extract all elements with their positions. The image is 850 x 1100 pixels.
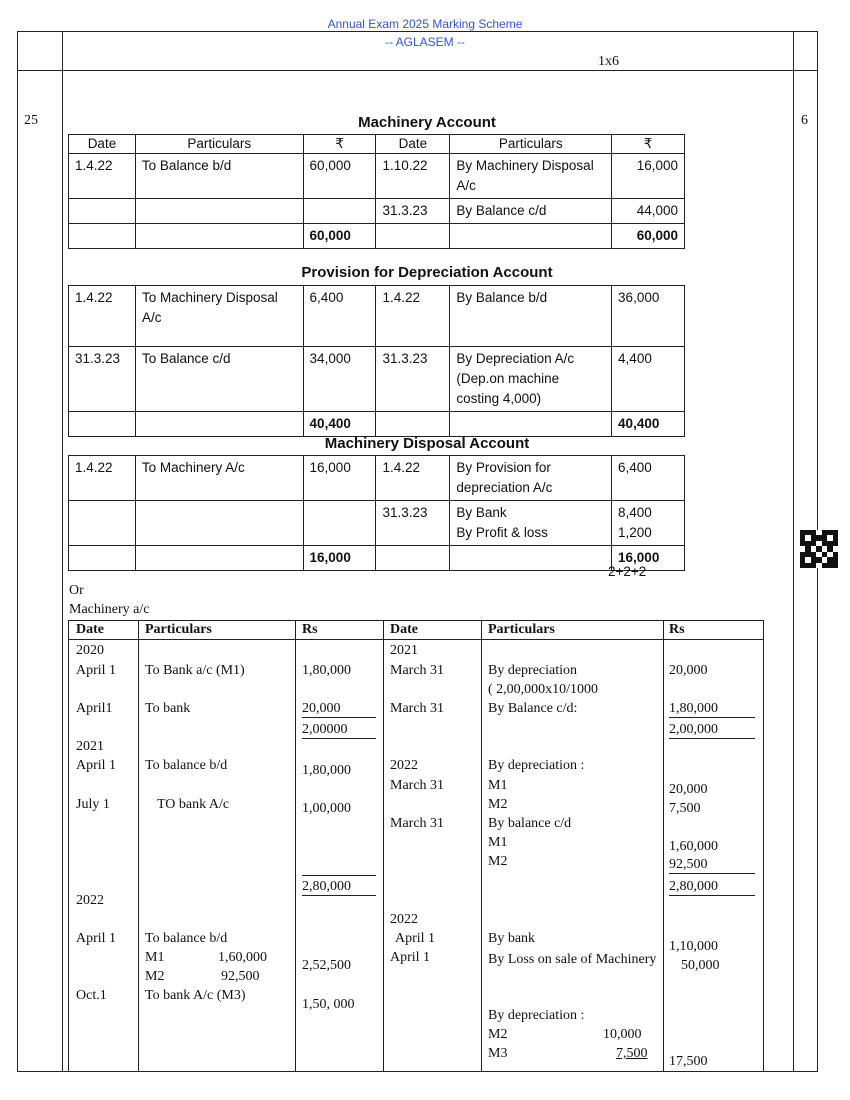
date: March 31 — [390, 778, 445, 793]
particular: M2 — [488, 1027, 508, 1042]
date: Oct.1 — [76, 988, 107, 1003]
amount: 92,500 — [669, 857, 755, 874]
total-credit: 40,400 — [612, 412, 685, 437]
date: July 1 — [76, 797, 110, 812]
date: April 1 — [76, 663, 117, 678]
date: March 31 — [390, 816, 445, 831]
machinery-account-title: Machinery Account — [358, 114, 496, 131]
exam-header-source: -- AGLASEM -- — [384, 35, 465, 49]
cell: 1.4.22 — [376, 286, 450, 347]
totals-row — [69, 224, 685, 249]
amount: 1,80,000 — [302, 663, 351, 678]
alt-account-title: Machinery a/c — [69, 602, 150, 617]
amount: 17,500 — [669, 1054, 708, 1069]
cell: 1.4.22 — [69, 154, 136, 199]
total-debit: 16,000 — [303, 546, 376, 571]
machinery-account-table — [68, 134, 685, 249]
cell-line: By Bank — [456, 505, 507, 520]
amount: 20,000 — [669, 663, 708, 678]
total-credit: 16,000 — [612, 546, 685, 571]
cell: 1.4.22 — [69, 286, 136, 347]
particular: TO bank A/c — [157, 797, 230, 812]
cell: To Machinery Disposal A/c — [135, 286, 303, 347]
particular: To bank — [145, 701, 191, 716]
particular: To balance b/d — [145, 758, 228, 773]
col-amount: ₹ — [612, 135, 685, 154]
date: April 1 — [76, 931, 117, 946]
or-label: Or — [69, 583, 84, 598]
particular: By depreciation : — [488, 758, 585, 773]
total: 2,80,000 — [669, 879, 755, 896]
cell: 36,000 — [612, 286, 685, 347]
amount: 1,80,000 — [302, 763, 351, 778]
table-row — [69, 199, 685, 224]
question-marks: 6 — [801, 113, 808, 128]
cell-line: 8,400 — [618, 505, 652, 520]
particular: M1 — [145, 950, 165, 965]
cell: 44,000 — [612, 199, 685, 224]
col-particulars: Particulars — [450, 135, 612, 154]
date: 2022 — [390, 912, 418, 927]
cell: 31.3.23 — [376, 347, 450, 412]
marks-breakdown: 2+2+2 — [608, 564, 647, 579]
date: 2020 — [76, 643, 104, 658]
particular: By balance c/d — [488, 816, 572, 831]
total: 2,00,000 — [669, 722, 755, 739]
amount: 7,500 — [669, 801, 701, 816]
cell: 1.10.22 — [376, 154, 450, 199]
col-date: Date — [376, 135, 450, 154]
date: April 1 — [395, 931, 436, 946]
particular: By bank — [488, 931, 536, 946]
cell — [612, 501, 685, 546]
table-row — [69, 347, 685, 412]
particular: M2 — [488, 797, 508, 812]
particular: To bank A/c (M3) — [145, 988, 246, 1003]
total-credit: 60,000 — [612, 224, 685, 249]
date: 2022 — [76, 893, 104, 908]
particular: ( 2,00,000x10/1000 — [488, 682, 599, 697]
cell-line: By Profit & loss — [456, 525, 548, 540]
amount: 1,60,000 — [218, 950, 267, 965]
col-date: Date — [69, 135, 136, 154]
date: April1 — [76, 701, 113, 716]
particular: To balance b/d — [145, 931, 228, 946]
table-row — [69, 286, 685, 347]
col-amount: ₹ — [303, 135, 376, 154]
total-debit: 60,000 — [303, 224, 376, 249]
provision-account-title: Provision for Depreciation Account — [301, 264, 553, 281]
amount: 1,00,000 — [302, 801, 351, 816]
cell: 31.3.23 — [376, 501, 450, 546]
col-date: Date — [76, 622, 104, 637]
totals-row — [69, 546, 685, 571]
qr-code-icon — [800, 530, 838, 568]
cell: To Balance b/d — [135, 154, 303, 199]
cell: By Balance c/d — [450, 199, 612, 224]
total-debit: 40,400 — [303, 412, 376, 437]
amount: 20,000 — [669, 782, 708, 797]
table-row — [69, 154, 685, 199]
date: 2021 — [76, 739, 104, 754]
date: 2022 — [390, 758, 418, 773]
particular: M2 — [488, 854, 508, 869]
cell — [303, 199, 376, 224]
col-particulars: Particulars — [488, 622, 555, 637]
date: April 1 — [390, 950, 431, 965]
cell: By Provision for depreciation A/c — [450, 456, 612, 501]
cell: 16,000 — [303, 456, 376, 501]
cell — [450, 501, 612, 546]
amount: 7,500 — [616, 1046, 648, 1061]
disposal-account-table — [68, 455, 685, 571]
cell — [69, 199, 136, 224]
cell: 6,400 — [303, 286, 376, 347]
particular: M1 — [488, 835, 508, 850]
col-particulars: Particulars — [145, 622, 212, 637]
table-header-row — [69, 135, 685, 154]
table-row — [69, 456, 685, 501]
amount: 92,500 — [221, 969, 260, 984]
cell: By Depreciation A/c (Dep.on machine costing 4,000) — [450, 347, 612, 412]
col-particulars: Particulars — [135, 135, 303, 154]
cell: By Balance b/d — [450, 286, 612, 347]
particular: To Bank a/c (M1) — [145, 663, 245, 678]
col-date: Date — [390, 622, 418, 637]
cell: 1.4.22 — [376, 456, 450, 501]
date: 2021 — [390, 643, 418, 658]
particular: M1 — [488, 778, 508, 793]
particular: M3 — [488, 1046, 508, 1061]
particular: By Balance c/d: — [488, 701, 578, 716]
total: 2,80,000 — [302, 875, 376, 896]
amount: 1,60,000 — [669, 839, 718, 854]
amount: 50,000 — [681, 958, 720, 973]
col-amount: Rs — [302, 622, 318, 637]
particular: By Loss on sale of Machinery — [488, 952, 657, 967]
date: March 31 — [390, 701, 445, 716]
cell: 31.3.23 — [69, 347, 136, 412]
amount: 1,50, 000 — [302, 997, 355, 1012]
amount: 1,10,000 — [669, 939, 718, 954]
totals-row — [69, 412, 685, 437]
amount: 2,52,500 — [302, 958, 351, 973]
cell — [135, 199, 303, 224]
amount: 20,000 — [302, 701, 376, 718]
cell: 1.4.22 — [69, 456, 136, 501]
cell: To Balance c/d — [135, 347, 303, 412]
table-row — [69, 501, 685, 546]
date: March 31 — [390, 663, 445, 678]
cell: To Machinery A/c — [135, 456, 303, 501]
date: April 1 — [76, 758, 117, 773]
cell: 4,400 — [612, 347, 685, 412]
provision-account-table — [68, 285, 685, 437]
cell: 31.3.23 — [376, 199, 450, 224]
col-amount: Rs — [669, 622, 685, 637]
question-number: 25 — [24, 113, 38, 128]
total: 2,00000 — [302, 722, 376, 739]
marks-format: 1x6 — [598, 54, 619, 69]
cell-line: 1,200 — [618, 525, 652, 540]
exam-header-title: Annual Exam 2025 Marking Scheme — [327, 17, 523, 31]
amount: 1,80,000 — [669, 701, 755, 718]
cell: 6,400 — [612, 456, 685, 501]
cell: 60,000 — [303, 154, 376, 199]
particular: M2 — [145, 969, 165, 984]
particular: By depreciation : — [488, 1008, 585, 1023]
cell: 16,000 — [612, 154, 685, 199]
particular: By depreciation — [488, 663, 578, 678]
cell: 34,000 — [303, 347, 376, 412]
disposal-account-title: Machinery Disposal Account — [324, 435, 530, 452]
cell: By Machinery Disposal A/c — [450, 154, 612, 199]
amount: 10,000 — [603, 1027, 642, 1042]
